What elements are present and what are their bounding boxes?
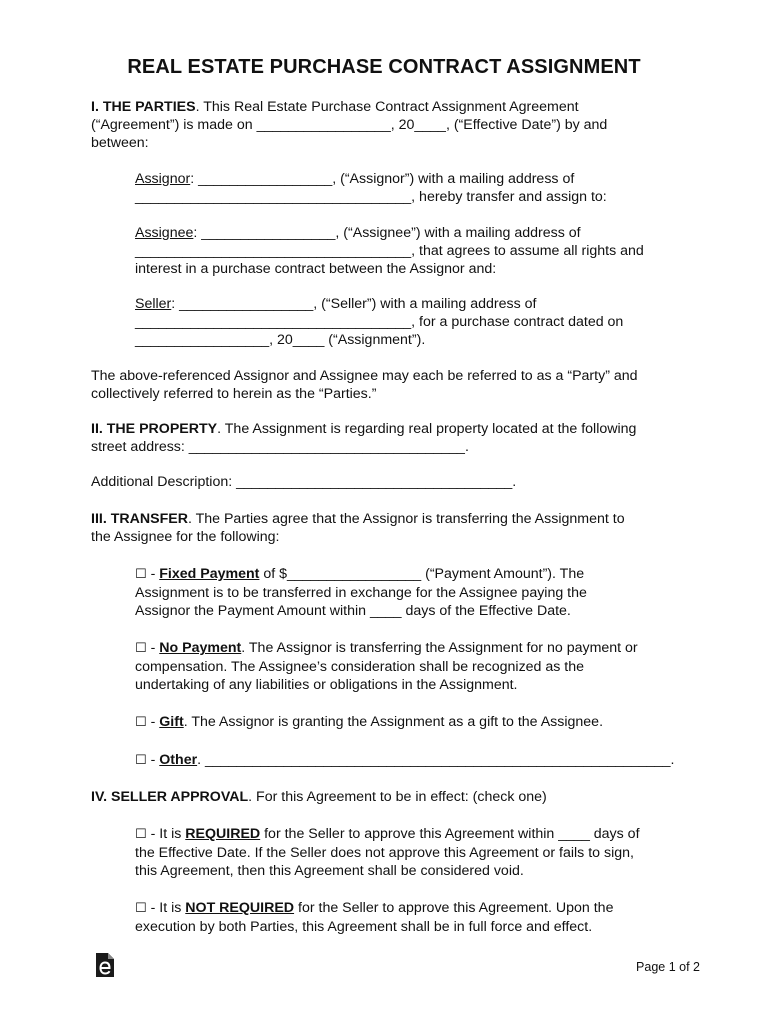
transfer-text: . The Parties agree that the Assignor is transferring the Assignment to the Assignee for the following: (91, 511, 625, 545)
additional-description: Additional Description: ___________________________________. (91, 474, 517, 490)
parties-intro-paragraph (91, 98, 691, 152)
no-payment-checkbox[interactable]: ☐ (135, 641, 147, 656)
approval-heading: IV. SELLER APPROVAL (91, 789, 249, 805)
approval-required-prefix: - It is (146, 826, 186, 842)
property-paragraph (91, 420, 691, 456)
gift-text: . The Assignor is granting the Assignment as a gift to the Assignee. (183, 714, 604, 730)
property-heading: II. THE PROPERTY (91, 421, 218, 437)
option-dash: - (146, 714, 160, 730)
assignor-paragraph (135, 170, 695, 206)
document-title: REAL ESTATE PURCHASE CONTRACT ASSIGNMENT (127, 56, 641, 78)
option-fixed-payment (135, 565, 695, 620)
option-approval-not-required (135, 899, 695, 936)
transfer-paragraph (91, 510, 691, 546)
approval-not-required-text: for the Seller to approve this Agreement. Upon the execution by both Parties, this Agreement shall be in full force and effect. (135, 900, 614, 935)
other-checkbox[interactable]: ☐ (135, 753, 147, 768)
parties-closing-paragraph: The above-referenced Assignor and Assignee may each be referred to as a “Party” and collectively referred to herein as the “Parties.” (91, 368, 638, 402)
option-no-payment (135, 639, 695, 694)
other-text: . ___________________________________________________________. (197, 752, 675, 768)
assignor-text: : _________________, (“Assignor”) with a mailing address of ___________________________________, hereby transfer and assign to: (135, 171, 607, 205)
gift-checkbox[interactable]: ☐ (135, 715, 147, 730)
page-number: Page 1 of 2 (636, 960, 700, 974)
eforms-logo-icon (94, 952, 116, 978)
transfer-heading: III. TRANSFER (91, 511, 188, 527)
fixed-payment-checkbox[interactable]: ☐ (135, 567, 147, 582)
assignee-text: : _________________, (“Assignee”) with a mailing address of ___________________________________, that agrees to assume all rights and interest in a purchase contract between the Assignor and: (135, 225, 644, 277)
option-approval-required (135, 825, 695, 880)
parties-heading: I. THE PARTIES (91, 99, 196, 115)
fixed-payment-label: Fixed Payment (159, 566, 260, 582)
assignee-label: Assignee (135, 225, 194, 241)
no-payment-text: . The Assignor is transferring the Assignment for no payment or compensation. The Assignee’s consideration shall be recognized as the undertaking of any liabilities or obligations in the Assignment. (135, 640, 638, 693)
option-dash: - (146, 566, 160, 582)
option-dash: - (146, 752, 160, 768)
approval-not-required-prefix: - It is (146, 900, 186, 916)
approval-required-checkbox[interactable]: ☐ (135, 827, 147, 842)
approval-not-required-checkbox[interactable]: ☐ (135, 901, 147, 916)
seller-text: : _________________, (“Seller”) with a mailing address of ___________________________________, for a purchase contract dated on _________________, 20____ (“Assignment”). (135, 296, 624, 348)
no-payment-label: No Payment (159, 640, 242, 656)
approval-text: . For this Agreement to be in effect: (check one) (248, 789, 547, 805)
option-other (135, 751, 695, 770)
assignor-label: Assignor (135, 171, 191, 187)
approval-required-label: REQUIRED (185, 826, 261, 842)
approval-required-text: for the Seller to approve this Agreement within ____ days of the Effective Date. If the Seller does not approve this Agreement or fails to sign, this Agreement, then this Agreement shall be considered void. (135, 826, 640, 879)
seller-paragraph (135, 295, 695, 349)
fixed-payment-text: of $_________________ (“Payment Amount”). The Assignment is to be transferred in exchange for the Assignee paying the Assignor the Payment Amount within ____ days of the Effective Date. (135, 566, 587, 619)
seller-label: Seller (135, 296, 172, 312)
parties-intro-text: . This Real Estate Purchase Contract Assignment Agreement (“Agreement”) is made on _________________, 20____, (“Effective Date”) by and between: (91, 99, 608, 151)
approval-paragraph (91, 788, 691, 806)
approval-not-required-label: NOT REQUIRED (185, 900, 295, 916)
option-gift (135, 713, 695, 732)
property-text: . The Assignment is regarding real property located at the following street address: ___________________________________. (91, 421, 637, 455)
other-label: Other (159, 752, 198, 768)
gift-label: Gift (159, 714, 184, 730)
assignee-paragraph (135, 224, 695, 278)
option-dash: - (146, 640, 160, 656)
